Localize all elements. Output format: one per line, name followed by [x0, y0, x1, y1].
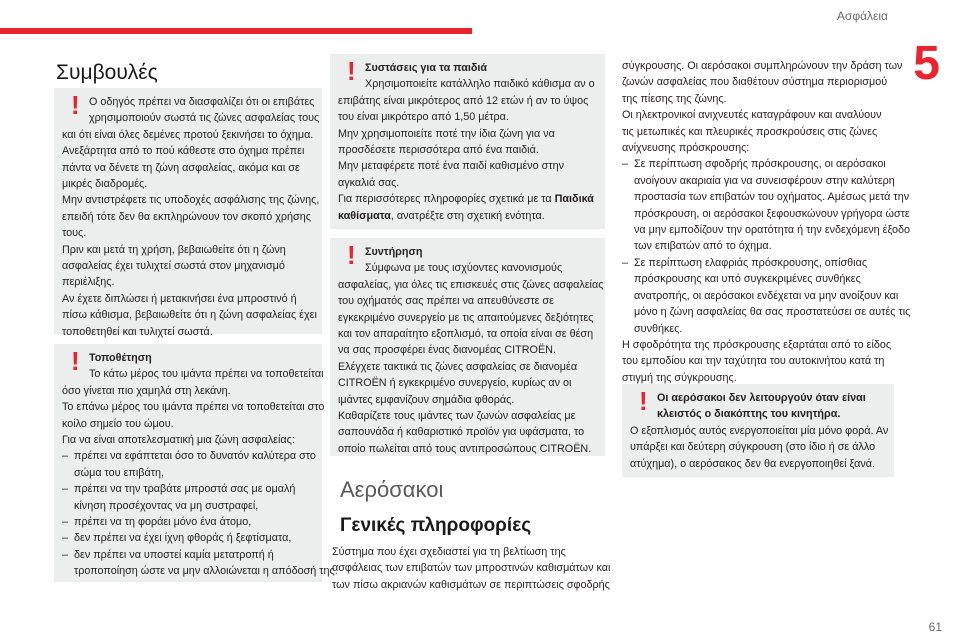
text-line: μόνο η ζώνη ασφαλείας θα σας προστατεύσει σε αυτές τις	[622, 306, 911, 319]
tips-warning-box	[54, 88, 322, 338]
text-line: Πριν και μετά τη χρήση, βεβαιωθείτε ότι η ζώνη	[62, 243, 286, 256]
text-line: εγκεκριμένο συνεργείο με τις απαιτούμενες δεξιότητες	[338, 311, 594, 324]
text-line: CITROËN ή εγκεκριμένο συνεργείο, κυρίως αν οι	[338, 377, 572, 390]
text-line: – Σε περίπτωση ελαφριάς πρόσκρουσης, οπίσθιας	[622, 256, 868, 269]
cross-reference-link: Παιδικά καθίσματα	[338, 193, 594, 222]
text-line: ατύχημα), ο αερόσακος δεν θα ενεργοποιηθεί ξανά.	[630, 457, 875, 470]
text-line: ανατροπής, οι αερόσακοι ενδέχεται να μην ανοίξουν και	[622, 289, 899, 302]
text-line: – πρέπει να την τραβάτε μπροστά σας με ομαλή	[62, 483, 296, 496]
text-line: Καθαρίζετε τους ιμάντες των ζωνών ασφαλείας με	[338, 410, 576, 423]
text-line: – πρέπει να τη φοράει μόνο ένα άτομο,	[62, 516, 252, 529]
general-info-text	[332, 544, 611, 593]
fitting-warning-text	[62, 346, 338, 580]
text-line: προστασία των επιβατών του οχήματος. Αμέσως μετά την	[622, 191, 910, 204]
text-line: Ανεξάρτητα από το πού κάθεστε στο όχημα πρέπει	[62, 145, 305, 158]
section-title: Ασφάλεια	[836, 9, 888, 23]
text-line: στιγμή της σύγκρουσης.	[622, 371, 737, 384]
text-line: Η σφοδρότητα της πρόσκρουσης εξαρτάται από το είδος	[622, 338, 892, 351]
warning-exclamation-icon: !	[639, 386, 648, 416]
text-line: – πρέπει να εφάπτεται όσο το δυνατόν καλύτερα στο	[62, 450, 316, 463]
text-line: – δεν πρέπει να έχει ίχνη φθοράς ή ξεφτίσματα,	[62, 532, 292, 545]
box-title: Τοποθέτηση	[89, 352, 152, 364]
tips-heading: Συμβουλές	[56, 61, 158, 84]
children-warning-text	[338, 56, 597, 224]
text-line: ασφάλειας των επιβατών των μπροστινών καθισμάτων και	[332, 562, 611, 575]
text-line: Ο οδηγός πρέπει να διασφαλίζει ότι οι επιβάτες	[89, 96, 315, 108]
text-line: κίνηση προσέχοντας να μη συστραφεί,	[62, 499, 259, 512]
box-title: Συντήρηση	[365, 246, 423, 258]
text-line: ασφαλείας έχει τυλιχτεί σωστά στον μηχανισμό	[62, 260, 285, 273]
text-line: τους.	[62, 227, 87, 240]
text-line: ζωνών ασφαλείας που διαθέτουν σύστημα περιορισμού	[622, 76, 888, 89]
fitting-warning-box	[54, 344, 338, 582]
warning-exclamation-icon: !	[71, 346, 80, 376]
text-line: σαπουνάδα ή καθαριστικό προϊόν για υφάσματα, το	[338, 426, 585, 439]
text-line: πρόσκρουσης και υπό συγκεκριμένες συνθήκες	[622, 273, 861, 286]
text-line: του είναι μικρότερο από 1,50 μέτρα.	[338, 111, 509, 124]
text-line: – δεν πρέπει να υποστεί καμία μετατροπή ή	[62, 548, 274, 561]
text-line: Μην μεταφέρετε ποτέ ένα παιδί καθισμένο στην	[338, 160, 565, 173]
text-line: ασφαλείας, για όλες τις επισκευές στις ζώνες ασφαλείας	[338, 278, 604, 291]
page-number: 61	[928, 620, 942, 634]
text-line: ανίχνευσης πρόσκρουσης:	[622, 142, 750, 155]
text-line: Οι ηλεκτρονικοί ανιχνευτές καταγράφουν και αναλύουν	[622, 109, 882, 122]
cross-reference-text: , ανατρέξτε στη σχετική ενότητα.	[390, 209, 545, 222]
text-line: και ότι είναι όλες δεμένες προτού ξεκινήσει το όχημα.	[62, 128, 314, 141]
text-line: να μην εμποδίζουν την ορατότητα ή την ενδεχόμενη έξοδο	[622, 224, 911, 237]
text-line: τις μετωπικές και πλευρικές προσκρούσεις στις ζώνες	[622, 125, 878, 138]
text-line: Αν έχετε διπλώσει ή μετακινήσει ένα μπροστινό ή	[62, 292, 297, 305]
text-line: υπάρξει και δεύτερη σύγκρουση (στο ίδιο ή σε άλλο	[630, 441, 876, 454]
airbags-heading: Αερόσακοι	[340, 477, 444, 502]
tips-warning-text	[62, 90, 320, 340]
airbag-notice-text	[630, 386, 889, 472]
cross-reference-text: Για περισσότερες πληροφορίες σχετικά με τα	[338, 193, 555, 206]
text-line: να σας προσφέρει ένας διανομέας CITROËN.	[338, 344, 556, 357]
text-line: και τον απαραίτητο εξοπλισμό, τα οποία είναι σε θέση	[338, 328, 594, 341]
text-line: σύγκρουσης. Οι αερόσακοι συμπληρώνουν την δράση των	[622, 60, 903, 72]
text-line: Για να είναι αποτελεσματική μια ζώνη ασφαλείας:	[62, 434, 295, 447]
text-line: μικρές διαδρομές.	[62, 178, 148, 191]
text-line: ανοίγουν ακαριαία για να συνεισφέρουν στην καλύτερη	[622, 174, 895, 187]
text-line: επιβάτης είναι μικρότερος από 12 ετών ή αν το ύψος	[338, 94, 589, 107]
text-line: των επιβατών από το όχημα.	[622, 240, 772, 253]
box-title: Συστάσεις για τα παιδιά	[365, 62, 488, 74]
text-line: Μην χρησιμοποιείτε ποτέ την ίδια ζώνη για να	[338, 127, 555, 140]
text-line: κοίλο σημείο του ώμου.	[62, 417, 174, 430]
general-info-heading: Γενικές πληροφορίες	[340, 515, 532, 536]
text-line: οποίο πωλείται από τους αντιπροσώπους CITROËN.	[338, 442, 592, 455]
text-line: χρησιμοποιούν σωστά τις ζώνες ασφαλείας τους	[89, 112, 320, 125]
text-line: αγκαλιά σας.	[338, 176, 400, 189]
text-line: Το επάνω μέρος του ιμάντα πρέπει να τοποθετείται στο	[62, 401, 325, 414]
text-line: πάντα να δένετε τη ζώνη ασφαλείας, ακόμα και σε	[62, 161, 300, 174]
airbag-notice-box	[622, 384, 894, 477]
text-line: Το κάτω μέρος του ιμάντα πρέπει να τοποθετείται	[89, 368, 324, 381]
text-line: Ελέγχετε τακτικά τις ζώνες ασφαλείας σε διανομέα	[338, 360, 578, 373]
text-line: Μην αντιστρέφετε τις υποδοχές ασφάλισης της ζώνης,	[62, 194, 320, 207]
text-line: των πίσω ακριανών καθισμάτων σε περιπτώσεις σφοδρής	[332, 578, 610, 591]
text-line: Σύστημα που έχει σχεδιαστεί για τη βελτίωση της	[332, 546, 566, 558]
children-warning-box	[330, 54, 605, 229]
text-line: συνθήκες.	[622, 322, 683, 335]
text-line: Ο εξοπλισμός αυτός ενεργοποιείται μία μόνο φορά. Αν	[630, 424, 889, 437]
warning-exclamation-icon: !	[347, 56, 356, 86]
text-line: Σύμφωνα με τους ισχύοντες κανονισμούς	[365, 262, 563, 275]
text-line: πίσω κάθισμα, βεβαιωθείτε ότι η ζώνη ασφαλείας έχει	[62, 309, 317, 322]
text-line: τροποποίηση ώστε να μην αλλοιώνεται η απόδοσή της.	[62, 565, 338, 578]
maintenance-warning-box	[330, 238, 605, 456]
warning-exclamation-icon: !	[71, 90, 80, 120]
text-line: της πίεσης της ζώνης.	[622, 92, 727, 105]
text-line: – Σε περίπτωση σφοδρής πρόσκρουσης, οι αερόσακοι	[622, 158, 886, 171]
header-red-bar	[0, 28, 472, 34]
chapter-number: 5	[913, 37, 940, 90]
text-line: πρόσκρουση, οι αερόσακοι ξεφουσκώνουν γρήγορα ώστε	[622, 207, 910, 220]
text-line: του εμποδίου και την ταχύτητα του αυτοκινήτου κατά τη	[622, 355, 885, 368]
box-title: κλειστός ο διακόπτης του κινητήρα.	[657, 408, 841, 421]
text-line: ιμάντες εμφανίζουν σημάδια φθοράς.	[338, 393, 515, 406]
text-line: περιέλιξης.	[62, 276, 115, 289]
text-line: όσο γίνεται πιο χαμηλά στη λεκάνη.	[62, 384, 231, 397]
warning-exclamation-icon: !	[347, 240, 356, 270]
text-line: επειδή τότε δεν θα εκπληρώνουν τον σκοπό χρήσης	[62, 210, 311, 223]
text-line: προσδέσετε περισσότερα από ένα παιδιά.	[338, 144, 539, 157]
text-line: τοποθετηθεί και τυλιχτεί σωστά.	[62, 325, 213, 338]
text-line: του οχήματός σας πρέπει να απευθύνεστε σε	[338, 295, 554, 308]
box-title: Οι αερόσακοι δεν λειτουργούν όταν είναι	[657, 392, 866, 404]
cross-reference-line	[338, 191, 597, 224]
text-line: Χρησιμοποιείτε κατάλληλο παιδικό κάθισμα αν ο	[365, 78, 595, 91]
airbags-description-text	[622, 58, 911, 386]
text-line: σώμα του επιβάτη,	[62, 466, 164, 479]
maintenance-warning-text	[338, 240, 604, 457]
